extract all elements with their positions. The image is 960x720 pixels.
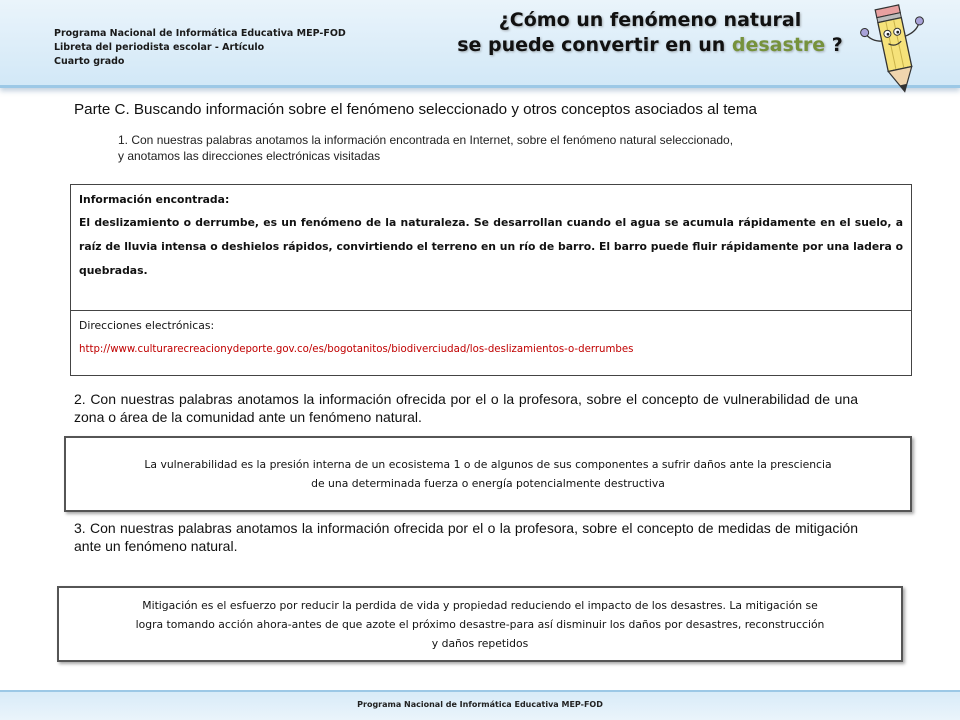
- instruction-2: 2. Con nuestras palabras anotamos la información ofrecida por el o la profesora, sobre el concepto de vulnerabilidad de una zona o área de la comunidad ante un fenómeno natural.: [74, 391, 858, 425]
- vulnerability-answer-text: [144, 455, 831, 493]
- web-addresses-label: Direcciones electrónicas:: [79, 319, 215, 332]
- title-question-mark: ?: [825, 34, 843, 56]
- page-title: [430, 8, 870, 58]
- mitigation-answer-line-1: Mitigación es el esfuerzo por reducir la perdida de vida y propiedad reduciendo el impacto de los desastres. La mitigación se: [142, 598, 818, 612]
- grade-level: Cuarto grado: [54, 56, 125, 67]
- header-band: [0, 0, 960, 88]
- pencil-character-icon: [858, 0, 938, 100]
- footer-band: [0, 690, 960, 720]
- notebook-name: Libreta del periodista escolar - Artículo: [54, 42, 265, 53]
- vulnerability-answer-line-1: La vulnerabilidad es la presión interna de un ecosistema 1 o de algunos de sus componentes a sufrir daños ante la presciencia: [144, 458, 832, 471]
- title-line-2: [430, 33, 870, 58]
- vulnerability-answer-line-2: de una determinada fuerza o energía potencialmente destructiva: [311, 477, 665, 490]
- title-accent-word: desastre: [731, 34, 826, 56]
- web-addresses-cell: [71, 311, 911, 375]
- mitigation-answer-box: [57, 586, 903, 662]
- mitigation-answer-line-3: y daños repetidos: [431, 636, 529, 650]
- instruction-1-line-1: 1. Con nuestras palabras anotamos la información encontrada en Internet, sobre el fenómeno natural seleccionado,: [118, 133, 734, 147]
- vulnerability-answer-box: [64, 436, 912, 512]
- info-found-text: El deslizamiento o derrumbe, es un fenómeno de la naturaleza. Se desarrollan cuando el agua se acumula rápidamente en el suelo, a raíz de lluvia intensa o deshielos rápidos, convirtiendo el terreno en un río de barro. El barro puede fluir rápidamente por una ladera o quebradas.: [79, 216, 903, 277]
- footer-text: Programa Nacional de Informática Educativa MEP-FOD: [357, 700, 603, 709]
- program-name: Programa Nacional de Informática Educativa MEP-FOD: [54, 28, 346, 39]
- mitigation-answer-text: [136, 596, 825, 653]
- info-table: [70, 184, 912, 376]
- mitigation-answer-line-2: logra tomando acción ahora-antes de que azote el próximo desastre-para así disminuir los daños por desastres, reconstrucción: [135, 617, 825, 631]
- instruction-3: 3. Con nuestras palabras anotamos la información ofrecida por el o la profesora, sobre el concepto de medidas de mitigación ante un fenómeno natural.: [74, 520, 858, 554]
- title-line-1: ¿Cómo un fenómeno natural: [498, 9, 802, 31]
- instruction-1-line-2: y anotamos las direcciones electrónicas visitadas: [118, 149, 381, 163]
- instruction-1: [118, 132, 898, 164]
- source-link[interactable]: http://www.culturarecreacionydeporte.gov.co/es/bogotanitos/biodiverciudad/los-deslizamientos-o-derrumbes: [79, 344, 634, 355]
- info-found-label: Información encontrada:: [79, 193, 230, 206]
- program-info: [54, 27, 346, 69]
- info-found-cell: [71, 185, 911, 311]
- section-heading: Parte C. Buscando información sobre el fenómeno seleccionado y otros conceptos asociados al tema: [74, 101, 757, 118]
- title-text: se puede convertir en un: [457, 34, 732, 56]
